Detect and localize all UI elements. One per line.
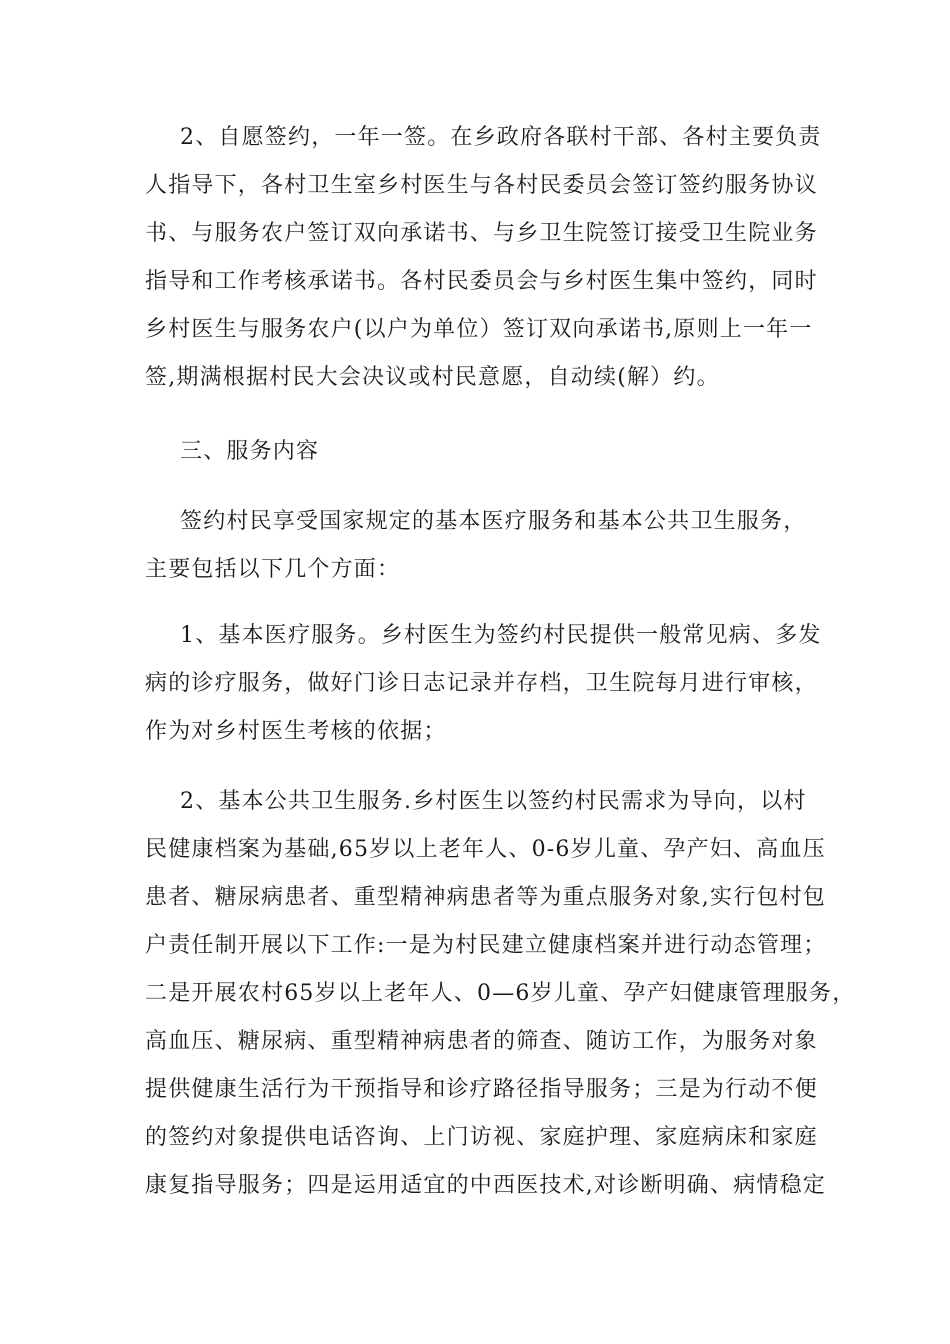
paragraph-line: 民健康档案为基础,65岁以上老年人、0-6岁儿童、孕产妇、高血压 (145, 837, 826, 862)
paragraph-line: 患者、糖尿病患者、重型精神病患者等为重点服务对象,实行包村包 (145, 885, 826, 910)
paragraph-line: 书、与服务农户签订双向承诺书、与乡卫生院签订接受卫生院业务 (145, 221, 818, 246)
paragraph-line: 签约村民享受国家规定的基本医疗服务和基本公共卫生服务， (180, 509, 807, 534)
paragraph-line: 康复指导服务；四是运用适宜的中西医技术,对诊断明确、病情稳定 (145, 1173, 826, 1198)
paragraph-line: 二是开展农村65岁以上老年人、0—6岁儿童、孕产妇健康管理服务， (145, 981, 856, 1006)
paragraph-line: 提供健康生活行为干预指导和诊疗路径指导服务；三是为行动不便 (145, 1077, 818, 1102)
paragraph-line: 1、基本医疗服务。乡村医生为签约村民提供一般常见病、多发 (180, 623, 822, 648)
paragraph-line: 的签约对象提供电话咨询、上门访视、家庭护理、家庭病床和家庭 (145, 1125, 818, 1150)
paragraph-line: 2、基本公共卫生服务.乡村医生以签约村民需求为导向，以村 (180, 789, 807, 814)
paragraph-line: 乡村医生与服务农户(以户为单位）签订双向承诺书,原则上一年一 (145, 317, 813, 342)
paragraph-line: 病的诊疗服务，做好门诊日志记录并存档，卫生院每月进行审核， (145, 671, 818, 696)
paragraph-line: 签,期满根据村民大会决议或村民意愿，自动续(解）约。 (145, 365, 720, 390)
paragraph-line: 户责任制开展以下工作:一是为村民建立健康档案并进行动态管理； (145, 933, 827, 958)
paragraph-line: 作为对乡村医生考核的依据； (145, 719, 447, 744)
paragraph-line: 主要包括以下几个方面： (145, 557, 401, 582)
paragraph-line: 指导和工作考核承诺书。各村民委员会与乡村医生集中签约，同时 (145, 269, 818, 294)
paragraph-line: 2、自愿签约，一年一签。在乡政府各联村干部、各村主要负责 (180, 125, 822, 150)
paragraph-line: 人指导下，各村卫生室乡村医生与各村民委员会签订签约服务协议 (145, 173, 818, 198)
paragraph-line: 高血压、糖尿病、重型精神病患者的筛查、随访工作，为服务对象 (145, 1029, 818, 1054)
section-heading: 三、服务内容 (180, 439, 320, 464)
